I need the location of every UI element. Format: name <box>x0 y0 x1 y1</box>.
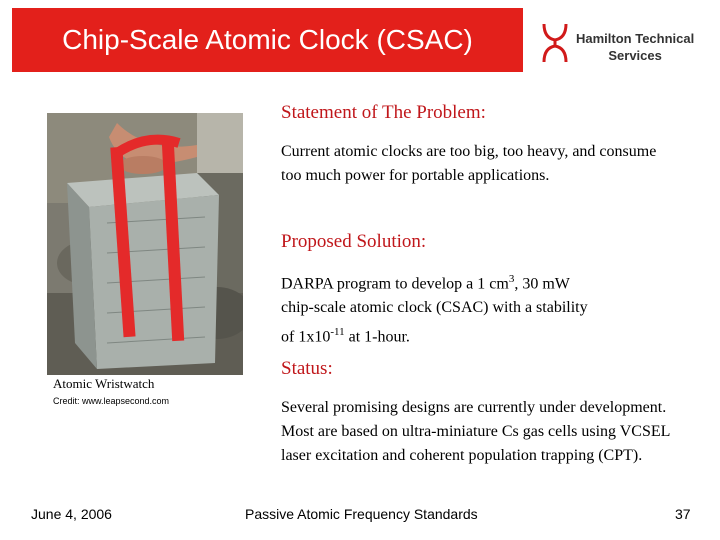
problem-text: Current atomic clocks are too big, too heavy, and consume too much power for portable applications. <box>281 143 657 184</box>
solution-line1-a: DARPA program to develop a 1 cm <box>281 275 509 293</box>
solution-line3-a: of 1x10 <box>281 328 331 346</box>
solution-heading: Proposed Solution: <box>281 231 427 252</box>
solution-text <box>281 267 701 350</box>
photo-credit: Credit: www.leapsecond.com <box>53 396 170 406</box>
solution-line2: chip-scale atomic clock (CSAC) with a stability <box>281 299 588 317</box>
solution-line3-b: at 1-hour. <box>344 328 410 346</box>
company-logo <box>540 20 710 70</box>
hamilton-logo-mark-icon <box>540 20 570 66</box>
solution-line3-sup: -11 <box>330 326 345 339</box>
status-heading: Status: <box>281 358 333 379</box>
atomic-clock-photo <box>47 113 243 375</box>
solution-line1-sup: 3 <box>508 273 515 285</box>
footer-date: June 4, 2006 <box>31 506 112 522</box>
photo-caption: Atomic Wristwatch <box>53 376 155 391</box>
logo-line-2: Services <box>608 48 662 63</box>
page-number: 37 <box>675 506 691 522</box>
solution-line1-b: , 30 mW <box>514 275 570 293</box>
logo-text <box>576 30 694 64</box>
status-text: Several promising designs are currently under development. Most are based on ultra-miniature Cs gas cells using VCSEL laser excitation and coherent population trapping (CPT). <box>281 399 670 464</box>
footer-title: Passive Atomic Frequency Standards <box>245 506 478 522</box>
logo-line-1: Hamilton Technical <box>576 31 695 46</box>
photo-illustration <box>47 113 243 375</box>
problem-heading: Statement of The Problem: <box>281 102 486 123</box>
slide-title: Chip-Scale Atomic Clock (CSAC) <box>12 8 523 72</box>
